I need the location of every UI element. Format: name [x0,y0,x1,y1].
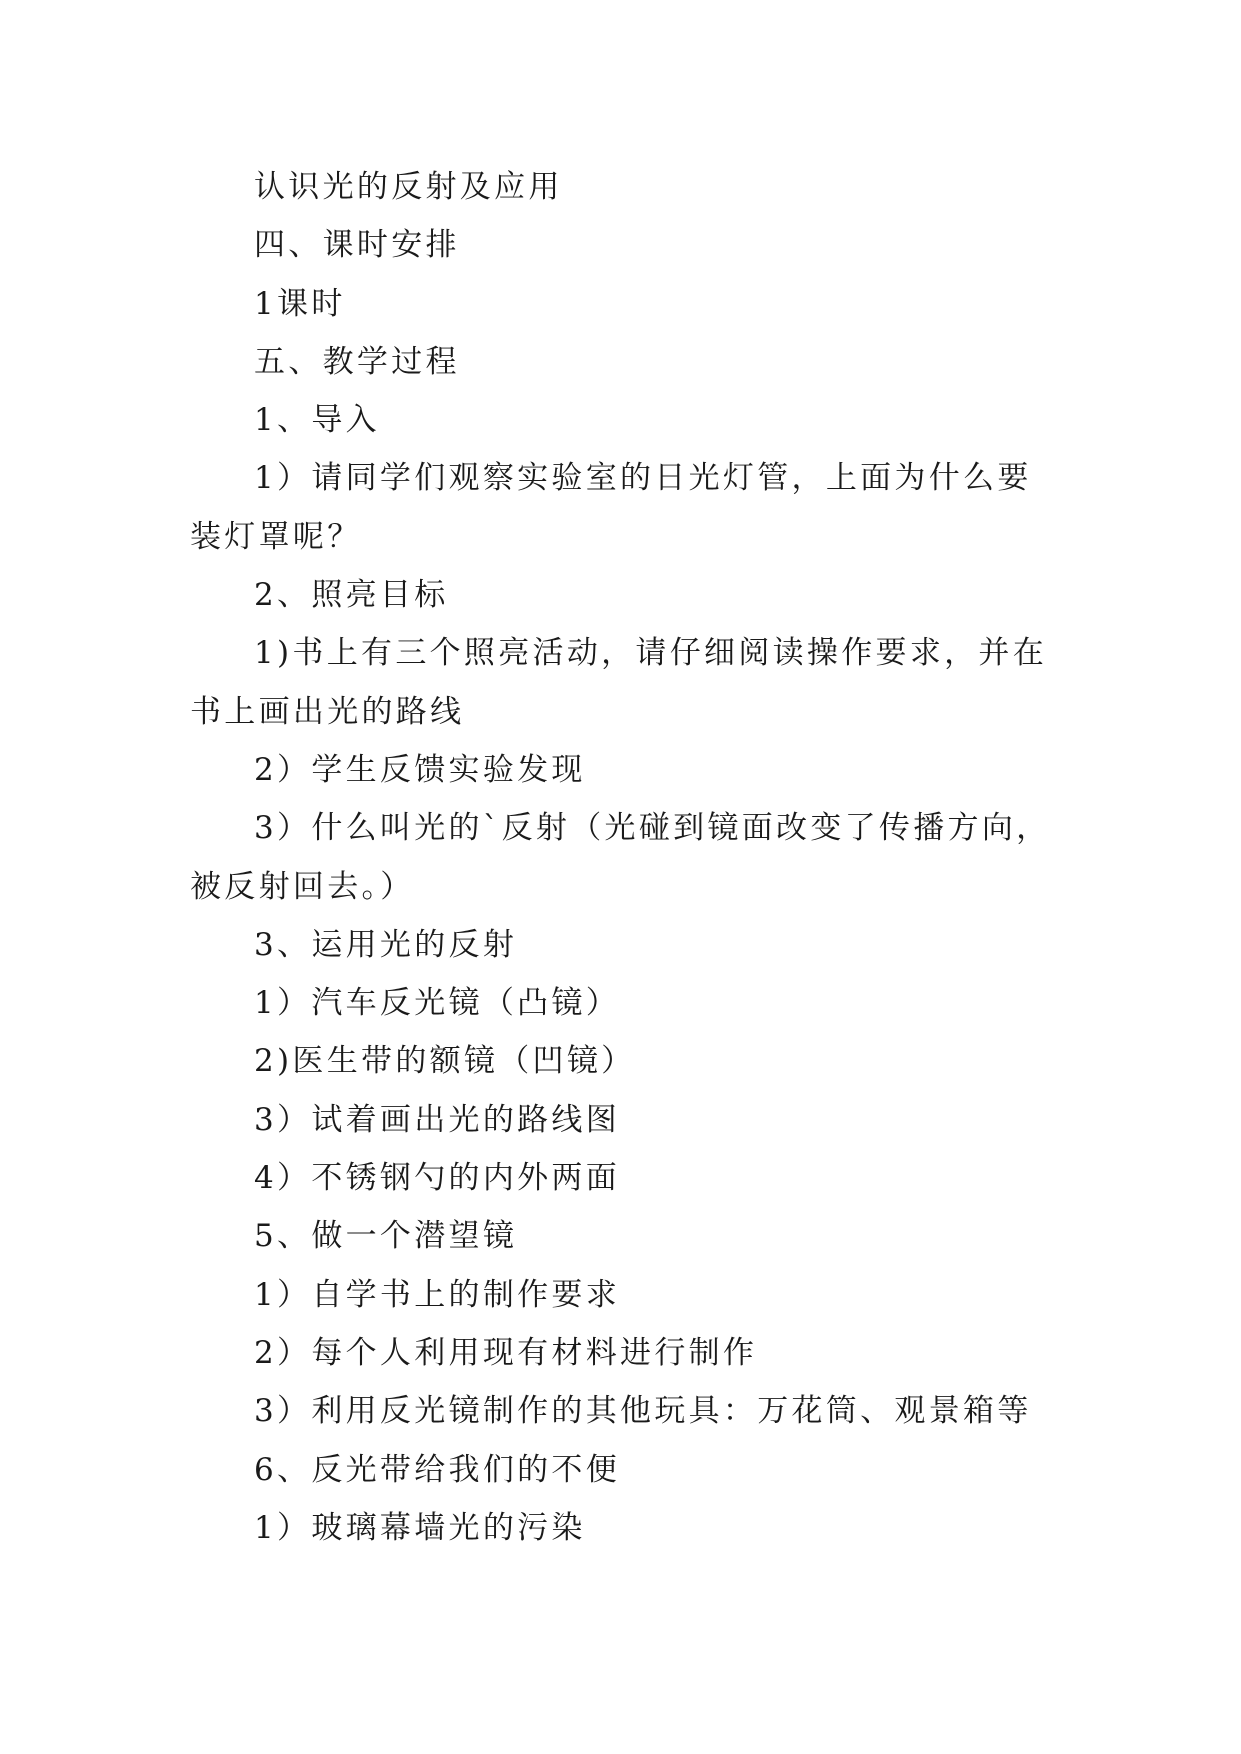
paragraph: 认识光的反射及应用 [254,169,563,205]
document-body [190,158,1056,1557]
section-heading: 五、教学过程 [254,343,460,380]
subsection-heading: 1、导入 [254,402,380,439]
subsection-heading: 3、运用光的反射 [254,926,518,963]
list-item: 2）学生反馈实验发现 [254,751,586,788]
list-item: 1)书上有三个照亮活动，请仔细阅读操作要求，并在书上画出光的路线 [190,635,1048,730]
paragraph: 1课时 [254,285,346,322]
list-item: 1）玻璃幕墙光的污染 [254,1509,586,1546]
subsection-heading: 5、做一个潜望镜 [254,1218,518,1255]
list-item: 1）汽车反光镜（凸镜） [254,985,621,1022]
subsection-heading: 2、照亮目标 [254,577,449,614]
list-item: 3）什么叫光的`反射（光碰到镜面改变了传播方向，被反射回去。） [190,810,1051,905]
list-item: 2)医生带的额镜（凹镜） [254,1043,636,1080]
list-item: 4）不锈钢勺的内外两面 [254,1160,621,1197]
section-heading: 四、课时安排 [254,227,460,264]
subsection-heading: 6、反光带给我们的不便 [254,1451,621,1488]
list-item: 3）试着画出光的路线图 [254,1101,621,1138]
list-item: 2）每个人利用现有材料进行制作 [254,1334,758,1371]
list-item: 1）请同学们观察实验室的日光灯管，上面为什么要装灯罩呢？ [190,460,1032,555]
list-item: 3）利用反光镜制作的其他玩具：万花筒、观景箱等 [254,1393,1032,1430]
list-item: 1）自学书上的制作要求 [254,1276,621,1313]
